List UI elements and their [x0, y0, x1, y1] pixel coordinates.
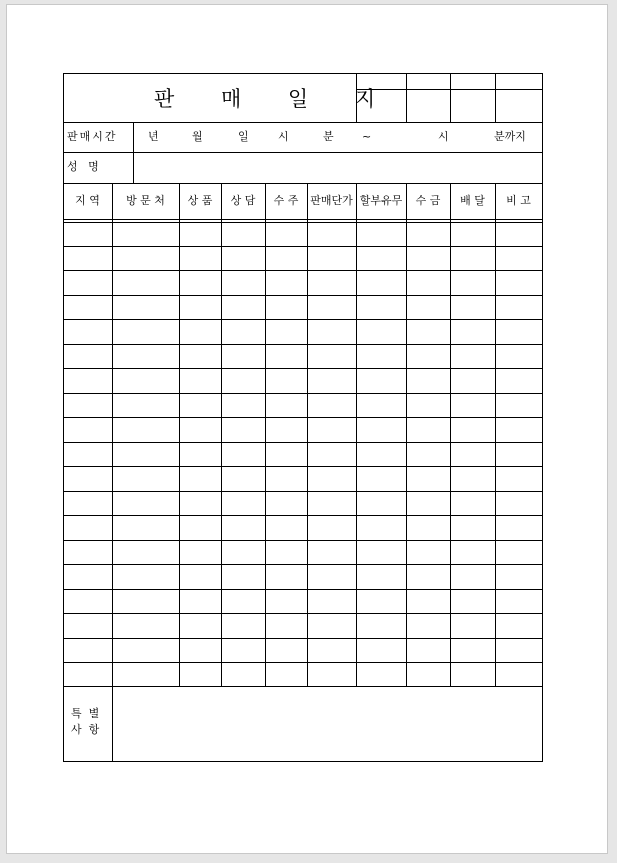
form-title: 판 매 일 지	[154, 87, 396, 111]
table-cell[interactable]	[180, 296, 221, 319]
table-cell[interactable]	[451, 247, 495, 270]
table-cell[interactable]	[266, 296, 307, 319]
table-cell[interactable]	[180, 663, 221, 686]
special-notes-field[interactable]	[113, 687, 542, 761]
table-cell[interactable]	[64, 247, 112, 270]
column-header: 수 주	[273, 194, 299, 207]
table-cell[interactable]	[357, 296, 406, 319]
table-cell[interactable]	[407, 443, 450, 466]
table-cell[interactable]	[451, 590, 495, 613]
table-cell[interactable]	[266, 223, 307, 246]
hour-label: 시	[278, 130, 289, 143]
table-cell[interactable]	[407, 614, 450, 638]
table-cell[interactable]	[64, 639, 112, 662]
table-cell[interactable]	[496, 247, 542, 270]
column-header: 할부유무	[359, 194, 403, 207]
column-header: 방 문 처	[126, 194, 165, 207]
table-cell[interactable]	[222, 271, 265, 295]
table-cell[interactable]	[113, 614, 179, 638]
table-cell[interactable]	[357, 541, 406, 564]
table-cell[interactable]	[180, 247, 221, 270]
table-cell[interactable]	[266, 369, 307, 393]
table-cell[interactable]	[496, 369, 542, 393]
table-cell[interactable]	[496, 467, 542, 491]
table-cell[interactable]	[308, 369, 356, 393]
table-cell[interactable]	[451, 516, 495, 540]
table-cell[interactable]	[180, 492, 221, 515]
table-cell[interactable]	[266, 467, 307, 491]
table-cell[interactable]	[407, 345, 450, 368]
table-cell[interactable]	[496, 296, 542, 319]
table-cell[interactable]	[357, 639, 406, 662]
table-cell[interactable]	[222, 541, 265, 564]
note-label-line2: 사 항	[71, 723, 100, 736]
table-cell[interactable]	[222, 516, 265, 540]
end-minute-label: 분까지	[494, 130, 526, 143]
table-cell[interactable]	[357, 467, 406, 491]
table-cell[interactable]	[64, 541, 112, 564]
table-cell[interactable]	[357, 663, 406, 686]
table-cell[interactable]	[308, 271, 356, 295]
table-cell[interactable]	[407, 492, 450, 515]
table-cell[interactable]	[266, 345, 307, 368]
table-cell[interactable]	[357, 394, 406, 417]
year-label: 년	[148, 130, 159, 143]
approval-title-cell[interactable]	[357, 74, 406, 89]
table-cell[interactable]	[451, 320, 495, 344]
table-cell[interactable]	[113, 418, 179, 442]
table-cell[interactable]	[266, 271, 307, 295]
table-cell[interactable]	[357, 590, 406, 613]
table-cell[interactable]	[180, 590, 221, 613]
tilde-label: ~	[362, 130, 372, 143]
table-cell[interactable]	[308, 296, 356, 319]
note-label-line1: 특 별	[71, 707, 100, 720]
table-cell[interactable]	[64, 467, 112, 491]
table-cell[interactable]	[496, 541, 542, 564]
sales-time-label: 판매시간	[67, 130, 118, 143]
table-cell[interactable]	[308, 614, 356, 638]
table-cell[interactable]	[357, 271, 406, 295]
column-header: 비 고	[506, 194, 531, 207]
table-cell[interactable]	[113, 247, 179, 270]
table-cell[interactable]	[266, 247, 307, 270]
table-cell[interactable]	[451, 492, 495, 515]
table-cell[interactable]	[180, 394, 221, 417]
table-cell[interactable]	[496, 614, 542, 638]
column-header: 지 역	[75, 194, 100, 207]
table-cell[interactable]	[496, 492, 542, 515]
table-cell[interactable]	[180, 443, 221, 466]
table-cell[interactable]	[180, 614, 221, 638]
table-cell[interactable]	[222, 247, 265, 270]
table-cell[interactable]	[64, 369, 112, 393]
approval-title-cell[interactable]	[496, 74, 542, 89]
table-cell[interactable]	[64, 565, 112, 589]
table-cell[interactable]	[113, 296, 179, 319]
table-cell[interactable]	[496, 516, 542, 540]
table-cell[interactable]	[357, 492, 406, 515]
approval-stamp-cell[interactable]	[496, 90, 542, 122]
column-header: 상 품	[187, 194, 213, 207]
table-cell[interactable]	[222, 467, 265, 491]
table-cell[interactable]	[451, 663, 495, 686]
table-cell[interactable]	[357, 369, 406, 393]
table-cell[interactable]	[407, 369, 450, 393]
table-cell[interactable]	[222, 320, 265, 344]
table-cell[interactable]	[180, 223, 221, 246]
table-cell[interactable]	[451, 394, 495, 417]
table-cell[interactable]	[407, 394, 450, 417]
table-cell[interactable]	[266, 565, 307, 589]
table-cell[interactable]	[308, 590, 356, 613]
table-cell[interactable]	[222, 296, 265, 319]
table-cell[interactable]	[357, 614, 406, 638]
table-cell[interactable]	[64, 296, 112, 319]
table-cell[interactable]	[222, 443, 265, 466]
table-cell[interactable]	[407, 639, 450, 662]
name-row-bottom	[63, 183, 543, 184]
table-cell[interactable]	[496, 565, 542, 589]
table-cell[interactable]	[451, 467, 495, 491]
name-label: 성 명	[67, 160, 99, 173]
month-label: 월	[192, 130, 203, 143]
table-cell[interactable]	[496, 345, 542, 368]
table-cell[interactable]	[64, 516, 112, 540]
table-cell[interactable]	[496, 223, 542, 246]
table-cell[interactable]	[266, 492, 307, 515]
table-cell[interactable]	[266, 443, 307, 466]
table-cell[interactable]	[357, 223, 406, 246]
table-cell[interactable]	[308, 516, 356, 540]
table-cell[interactable]	[113, 663, 179, 686]
table-cell[interactable]	[407, 247, 450, 270]
table-cell[interactable]	[407, 516, 450, 540]
table-cell[interactable]	[407, 296, 450, 319]
table-cell[interactable]	[222, 369, 265, 393]
table-cell[interactable]	[496, 639, 542, 662]
table-cell[interactable]	[266, 614, 307, 638]
table-cell[interactable]	[222, 223, 265, 246]
table-cell[interactable]	[113, 345, 179, 368]
table-cell[interactable]	[113, 467, 179, 491]
table-cell[interactable]	[222, 590, 265, 613]
table-cell[interactable]	[64, 223, 112, 246]
table-cell[interactable]	[222, 345, 265, 368]
table-cell[interactable]	[113, 541, 179, 564]
table-cell[interactable]	[180, 320, 221, 344]
table-cell[interactable]	[308, 467, 356, 491]
table-cell[interactable]	[451, 565, 495, 589]
end-hour-label: 시	[438, 130, 449, 143]
table-cell[interactable]	[407, 565, 450, 589]
table-cell[interactable]	[357, 345, 406, 368]
table-cell[interactable]	[308, 492, 356, 515]
table-cell[interactable]	[180, 541, 221, 564]
day-label: 일	[238, 130, 249, 143]
column-header: 판매단가	[310, 194, 353, 207]
table-cell[interactable]	[64, 590, 112, 613]
table-cell[interactable]	[308, 639, 356, 662]
table-cell[interactable]	[451, 614, 495, 638]
table-cell[interactable]	[113, 223, 179, 246]
table-cell[interactable]	[113, 271, 179, 295]
table-cell[interactable]	[308, 247, 356, 270]
table-cell[interactable]	[180, 369, 221, 393]
table-cell[interactable]	[222, 492, 265, 515]
column-header: 배 달	[460, 194, 485, 207]
approval-stamp-cell[interactable]	[357, 90, 406, 122]
table-cell[interactable]	[308, 565, 356, 589]
table-cell[interactable]	[113, 394, 179, 417]
table-cell[interactable]	[113, 369, 179, 393]
table-cell[interactable]	[496, 590, 542, 613]
table-cell[interactable]	[64, 614, 112, 638]
table-cell[interactable]	[64, 394, 112, 417]
table-cell[interactable]	[451, 271, 495, 295]
table-cell[interactable]	[451, 345, 495, 368]
table-cell[interactable]	[451, 418, 495, 442]
table-cell[interactable]	[496, 320, 542, 344]
table-cell[interactable]	[180, 565, 221, 589]
table-cell[interactable]	[266, 541, 307, 564]
column-header: 수 금	[415, 194, 441, 207]
table-cell[interactable]	[266, 516, 307, 540]
approval-title-cell[interactable]	[407, 74, 450, 89]
table-cell[interactable]	[451, 369, 495, 393]
table-cell[interactable]	[496, 663, 542, 686]
table-cell[interactable]	[222, 614, 265, 638]
approval-stamp-cell[interactable]	[407, 90, 450, 122]
table-cell[interactable]	[308, 345, 356, 368]
table-cell[interactable]	[113, 590, 179, 613]
column-header: 상 담	[230, 194, 256, 207]
table-cell[interactable]	[113, 639, 179, 662]
table-cell[interactable]	[357, 320, 406, 344]
table-cell[interactable]	[266, 394, 307, 417]
approval-stamp-cell[interactable]	[451, 90, 495, 122]
table-cell[interactable]	[308, 541, 356, 564]
time-row-bottom	[63, 152, 543, 153]
table-cell[interactable]	[222, 663, 265, 686]
table-cell[interactable]	[266, 418, 307, 442]
table-cell[interactable]	[496, 394, 542, 417]
table-cell[interactable]	[308, 320, 356, 344]
table-cell[interactable]	[222, 394, 265, 417]
table-cell[interactable]	[357, 565, 406, 589]
table-cell[interactable]	[451, 639, 495, 662]
table-cell[interactable]	[266, 320, 307, 344]
table-cell[interactable]	[407, 467, 450, 491]
table-cell[interactable]	[308, 443, 356, 466]
table-cell[interactable]	[308, 663, 356, 686]
minute-label: 분	[323, 130, 334, 143]
table-cell[interactable]	[113, 565, 179, 589]
table-cell[interactable]	[113, 443, 179, 466]
table-cell[interactable]	[180, 271, 221, 295]
table-cell[interactable]	[308, 418, 356, 442]
table-cell[interactable]	[222, 418, 265, 442]
table-cell[interactable]	[407, 223, 450, 246]
table-cell[interactable]	[64, 320, 112, 344]
table-cell[interactable]	[64, 345, 112, 368]
table-cell[interactable]	[64, 418, 112, 442]
table-cell[interactable]	[266, 590, 307, 613]
table-cell[interactable]	[407, 663, 450, 686]
table-cell[interactable]	[496, 418, 542, 442]
approval-title-cell[interactable]	[451, 74, 495, 89]
table-cell[interactable]	[407, 271, 450, 295]
table-cell[interactable]	[64, 443, 112, 466]
table-cell[interactable]	[451, 443, 495, 466]
table-cell[interactable]	[357, 516, 406, 540]
table-cell[interactable]	[496, 443, 542, 466]
table-cell[interactable]	[496, 271, 542, 295]
table-cell[interactable]	[180, 418, 221, 442]
table-cell[interactable]	[357, 418, 406, 442]
table-cell[interactable]	[407, 418, 450, 442]
table-cell[interactable]	[64, 663, 112, 686]
table-cell[interactable]	[64, 492, 112, 515]
table-cell[interactable]	[64, 271, 112, 295]
table-cell[interactable]	[266, 639, 307, 662]
table-cell[interactable]	[222, 565, 265, 589]
table-cell[interactable]	[180, 467, 221, 491]
table-cell[interactable]	[357, 247, 406, 270]
table-cell[interactable]	[113, 320, 179, 344]
table-cell[interactable]	[180, 345, 221, 368]
frame-bottom	[63, 761, 543, 762]
table-cell[interactable]	[266, 663, 307, 686]
table-cell[interactable]	[180, 639, 221, 662]
table-cell[interactable]	[451, 223, 495, 246]
table-cell[interactable]	[357, 443, 406, 466]
table-cell[interactable]	[308, 223, 356, 246]
table-cell[interactable]	[451, 296, 495, 319]
table-cell[interactable]	[222, 639, 265, 662]
table-cell[interactable]	[308, 394, 356, 417]
title-bottom-line	[63, 122, 543, 123]
table-cell[interactable]	[451, 541, 495, 564]
table-cell[interactable]	[113, 516, 179, 540]
table-cell[interactable]	[407, 590, 450, 613]
table-cell[interactable]	[113, 492, 179, 515]
table-cell[interactable]	[407, 541, 450, 564]
header-bottom-1	[63, 219, 543, 220]
table-cell[interactable]	[180, 516, 221, 540]
table-cell[interactable]	[407, 320, 450, 344]
